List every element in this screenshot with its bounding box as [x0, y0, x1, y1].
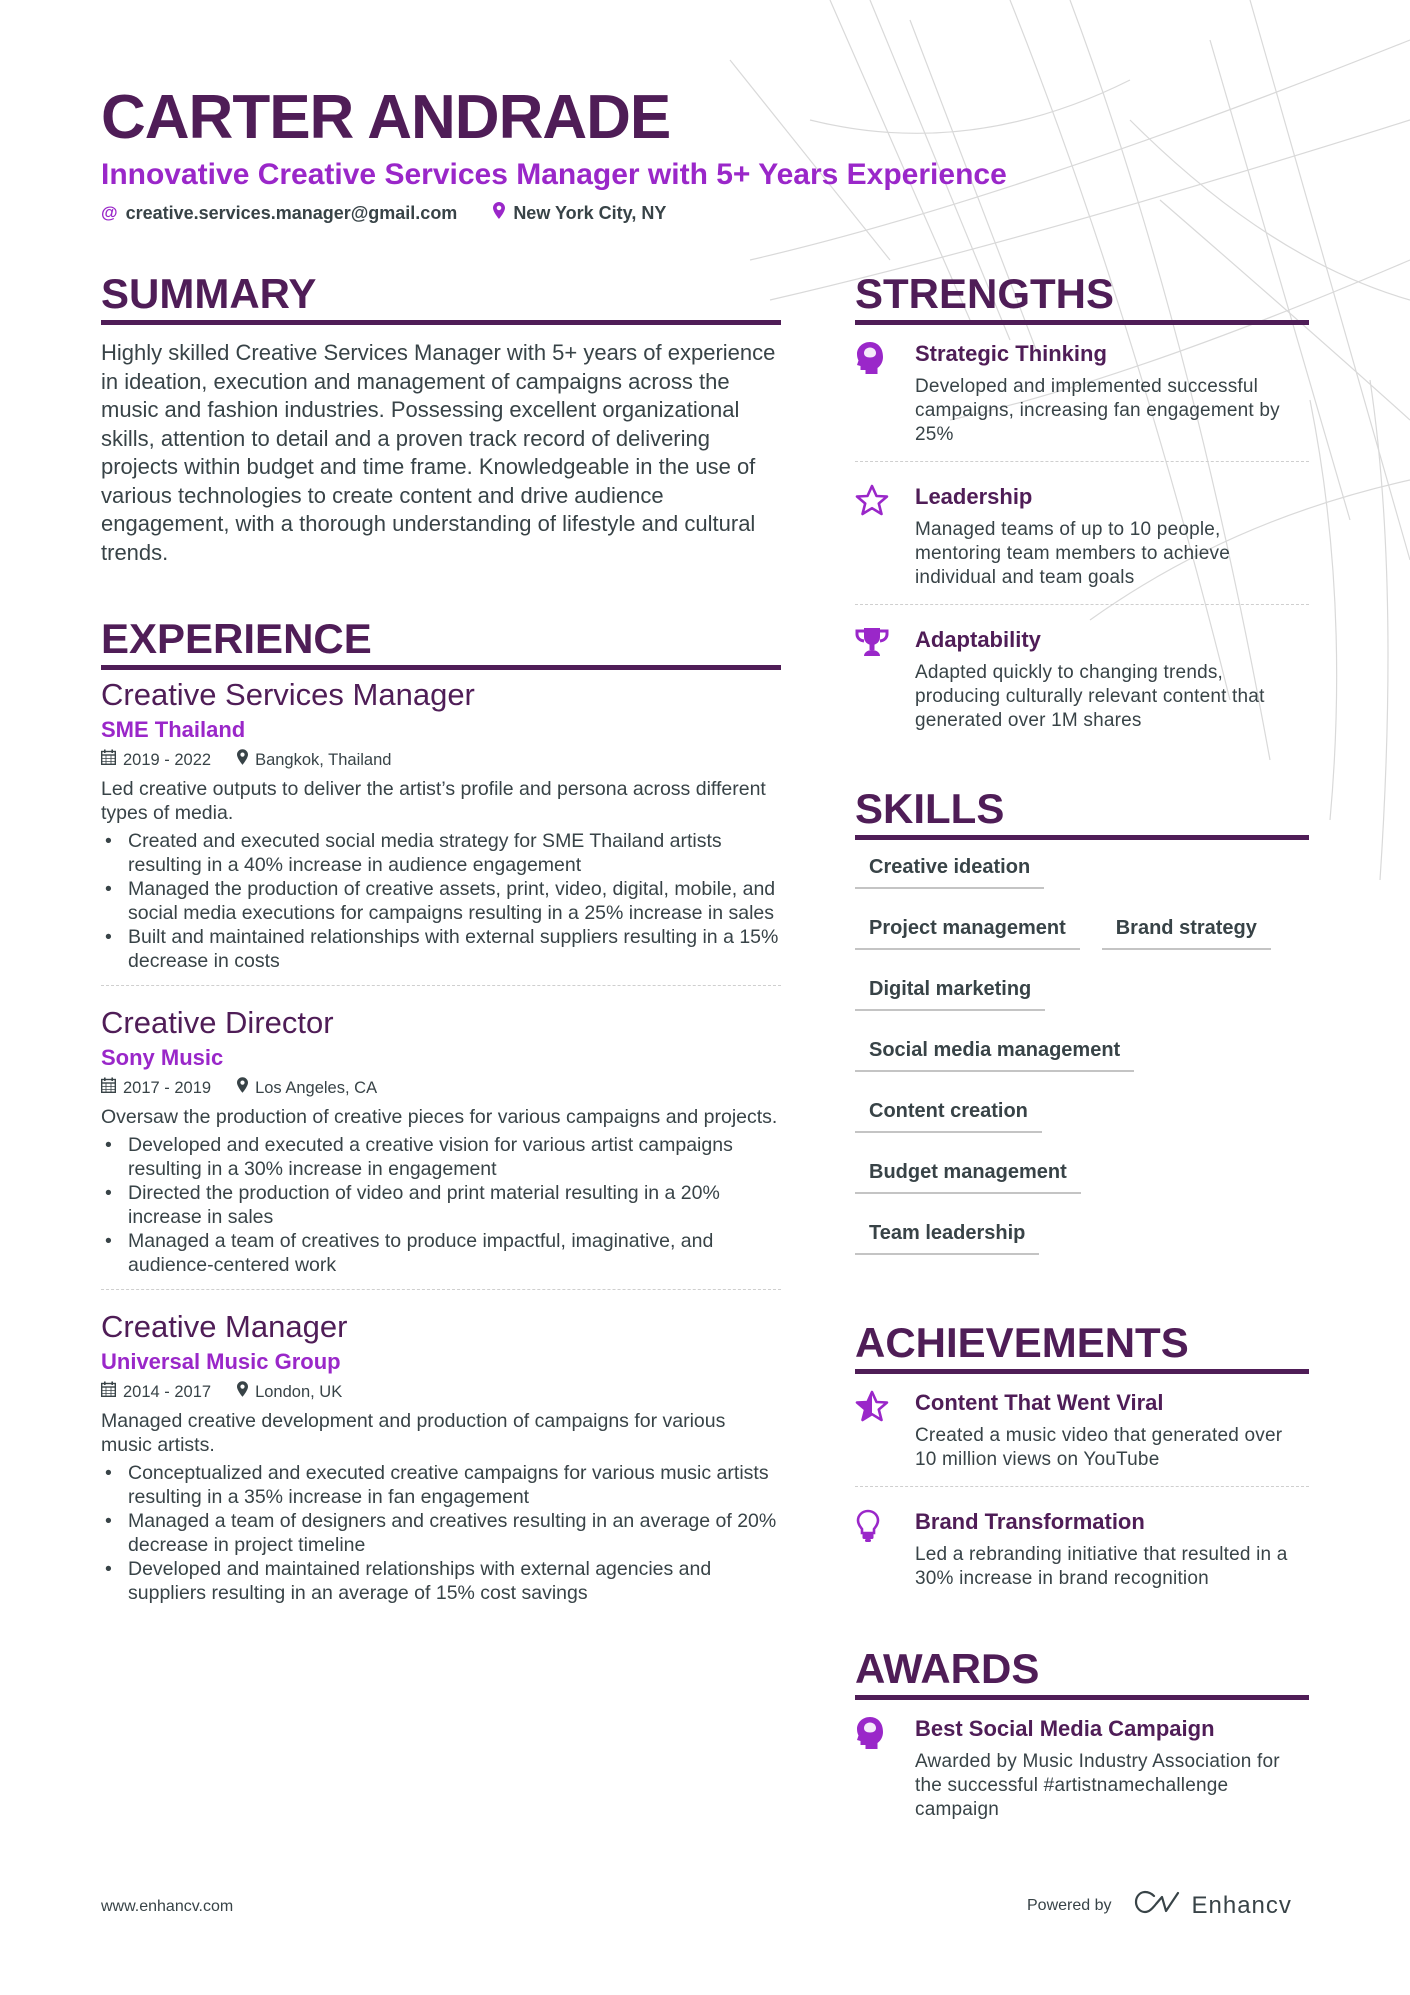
map-pin-icon	[237, 1378, 248, 1406]
contact-info	[101, 202, 666, 224]
job-meta	[101, 746, 781, 774]
strength-content	[915, 339, 1309, 447]
skill-tag: Content creation	[855, 1088, 1042, 1133]
left-column	[101, 270, 781, 1635]
achievement-item	[855, 1382, 1309, 1487]
awards-section	[855, 1645, 1309, 1836]
job-bullets	[101, 1133, 781, 1277]
summary-section	[101, 270, 781, 567]
right-column	[855, 270, 1309, 1850]
section-divider	[855, 320, 1309, 325]
strength-content	[915, 625, 1309, 733]
strength-title: Leadership	[915, 484, 1033, 509]
job-title: Creative Manager	[101, 1309, 348, 1344]
strength-description: Adapted quickly to changing trends, producing culturally relevant content that generated over 1M shares	[915, 662, 1265, 731]
strength-item	[855, 619, 1309, 747]
achievement-description: Created a music video that generated over 10 million views on YouTube	[915, 1425, 1283, 1470]
job-title: Creative Director	[101, 1005, 334, 1040]
award-description: Awarded by Music Industry Association for the successful #artistnamechallenge campaign	[915, 1751, 1280, 1820]
job-description: Managed creative development and production of campaigns for various music artists.	[101, 1410, 726, 1456]
section-title: ACHIEVEMENTS	[855, 1319, 1189, 1366]
experience-entry	[101, 1308, 781, 1617]
job-bullets	[101, 1461, 781, 1605]
location-text: New York City, NY	[513, 202, 667, 223]
powered-by-label: Powered by	[1027, 1896, 1112, 1914]
skill-tag: Social media management	[855, 1027, 1134, 1072]
section-title: AWARDS	[855, 1645, 1040, 1692]
company-name: Sony Music	[101, 1045, 224, 1070]
strength-description: Developed and implemented successful campaigns, increasing fan engagement by 25%	[915, 376, 1280, 445]
brand-name: Enhancv	[1191, 1891, 1292, 1919]
footer-powered-by[interactable]	[1027, 1890, 1292, 1921]
skill-tag: Creative ideation	[855, 844, 1044, 889]
bullet-item: • Directed the production of video and print material resulting in a 20% increase in sales	[101, 1181, 781, 1229]
strength-description: Managed teams of up to 10 people, mentoring team members to achieve individual and team goals	[915, 519, 1230, 588]
contact-email[interactable]	[101, 202, 457, 224]
bullet-item: • Created and executed social media strategy for SME Thailand artists resulting in a 40% increase in audience engagement	[101, 829, 781, 877]
footer-website-link[interactable]: www.enhancv.com	[101, 1898, 234, 1915]
job-dates: 2014 - 2017	[123, 1383, 212, 1401]
bullet-item: • Built and maintained relationships with external suppliers resulting in a 15% decrease in costs	[101, 925, 781, 973]
bullet-item: • Managed a team of creatives to produce impactful, imaginative, and audience-centered work	[101, 1229, 781, 1277]
job-location: Bangkok, Thailand	[255, 751, 392, 769]
enhancv-logo-icon	[1134, 1890, 1180, 1921]
job-meta	[101, 1378, 781, 1406]
experience-entry	[101, 676, 781, 986]
strength-title: Strategic Thinking	[915, 341, 1107, 366]
head-brain-icon	[855, 339, 915, 447]
job-location: Los Angeles, CA	[255, 1079, 378, 1097]
section-divider	[101, 320, 781, 325]
candidate-headline: Innovative Creative Services Manager with 5+ Years Experience	[101, 158, 1007, 191]
award-item	[855, 1708, 1309, 1836]
skill-tag: Brand strategy	[1102, 905, 1271, 950]
map-pin-icon	[237, 1074, 248, 1102]
map-pin-icon	[493, 202, 505, 224]
bullet-item: • Managed a team of designers and creatives resulting in an average of 20% decrease in project timeline	[101, 1509, 781, 1557]
experience-entry	[101, 1004, 781, 1290]
calendar-icon	[101, 746, 116, 774]
achievement-title: Content That Went Viral	[915, 1390, 1164, 1415]
strength-item	[855, 333, 1309, 462]
section-divider	[855, 835, 1309, 840]
star-half-icon	[855, 1388, 915, 1472]
section-divider	[855, 1695, 1309, 1700]
strength-title: Adaptability	[915, 627, 1041, 652]
bullet-item: • Developed and executed a creative vision for various artist campaigns resulting in a 30% increase in engagement	[101, 1133, 781, 1181]
strength-content	[915, 482, 1309, 590]
skills-section	[855, 785, 1309, 1271]
section-divider	[101, 665, 781, 670]
head-brain-icon	[855, 1714, 915, 1822]
skill-tag: Budget management	[855, 1149, 1081, 1194]
award-content	[915, 1714, 1309, 1822]
strength-item	[855, 476, 1309, 605]
summary-text: Highly skilled Creative Services Manager with 5+ years of experience in ideation, execution and management of campaigns across the music and fashion industries. Possessing excellent organizational skills, attention to detail and a proven track record of delivering projects within budget and time frame. Knowledgeable in the use of various technologies to create content and drive audience engagement, with a thorough understanding of lifestyle and cultural trends.	[101, 340, 776, 565]
achievement-description: Led a rebranding initiative that resulted in a 30% increase in brand recognition	[915, 1544, 1288, 1589]
strengths-section	[855, 270, 1309, 747]
skills-list	[855, 844, 1309, 1271]
achievement-item	[855, 1501, 1309, 1605]
section-title: SKILLS	[855, 785, 1005, 832]
achievement-title: Brand Transformation	[915, 1509, 1145, 1534]
job-meta	[101, 1074, 781, 1102]
section-title: STRENGTHS	[855, 270, 1115, 317]
bullet-item: • Developed and maintained relationships with external agencies and suppliers resulting in an average of 15% cost savings	[101, 1557, 781, 1605]
candidate-name: CARTER ANDRADE	[101, 83, 671, 152]
email-text: creative.services.manager@gmail.com	[125, 202, 458, 223]
enhancv-brand	[1134, 1890, 1292, 1921]
section-divider	[855, 1369, 1309, 1374]
skill-tag: Digital marketing	[855, 966, 1045, 1011]
bullet-item: • Managed the production of creative assets, print, video, digital, mobile, and social media executions for campaigns resulting in a 25% increase in sales	[101, 877, 781, 925]
star-outline-icon	[855, 482, 915, 590]
at-icon: @	[101, 203, 118, 222]
job-description: Oversaw the production of creative pieces for various campaigns and projects.	[101, 1106, 778, 1128]
achievement-content	[915, 1388, 1309, 1472]
job-dates: 2019 - 2022	[123, 751, 212, 769]
job-bullets	[101, 829, 781, 973]
lightbulb-icon	[855, 1507, 915, 1591]
section-title: SUMMARY	[101, 270, 317, 317]
map-pin-icon	[237, 746, 248, 774]
job-title: Creative Services Manager	[101, 677, 475, 712]
achievements-section	[855, 1319, 1309, 1605]
trophy-icon	[855, 625, 915, 733]
company-name: SME Thailand	[101, 717, 246, 742]
award-title: Best Social Media Campaign	[915, 1716, 1215, 1741]
section-title: EXPERIENCE	[101, 615, 372, 662]
calendar-icon	[101, 1378, 116, 1406]
skill-tag: Team leadership	[855, 1210, 1039, 1255]
contact-location	[493, 202, 666, 224]
achievement-content	[915, 1507, 1309, 1591]
job-dates: 2017 - 2019	[123, 1079, 212, 1097]
job-description: Led creative outputs to deliver the artist’s profile and persona across different types of media.	[101, 778, 766, 824]
calendar-icon	[101, 1074, 116, 1102]
company-name: Universal Music Group	[101, 1349, 341, 1374]
bullet-item: • Conceptualized and executed creative campaigns for various music artists resulting in a 35% increase in fan engagement	[101, 1461, 781, 1509]
experience-section	[101, 615, 781, 1617]
skill-tag: Project management	[855, 905, 1080, 950]
job-location: London, UK	[255, 1383, 343, 1401]
